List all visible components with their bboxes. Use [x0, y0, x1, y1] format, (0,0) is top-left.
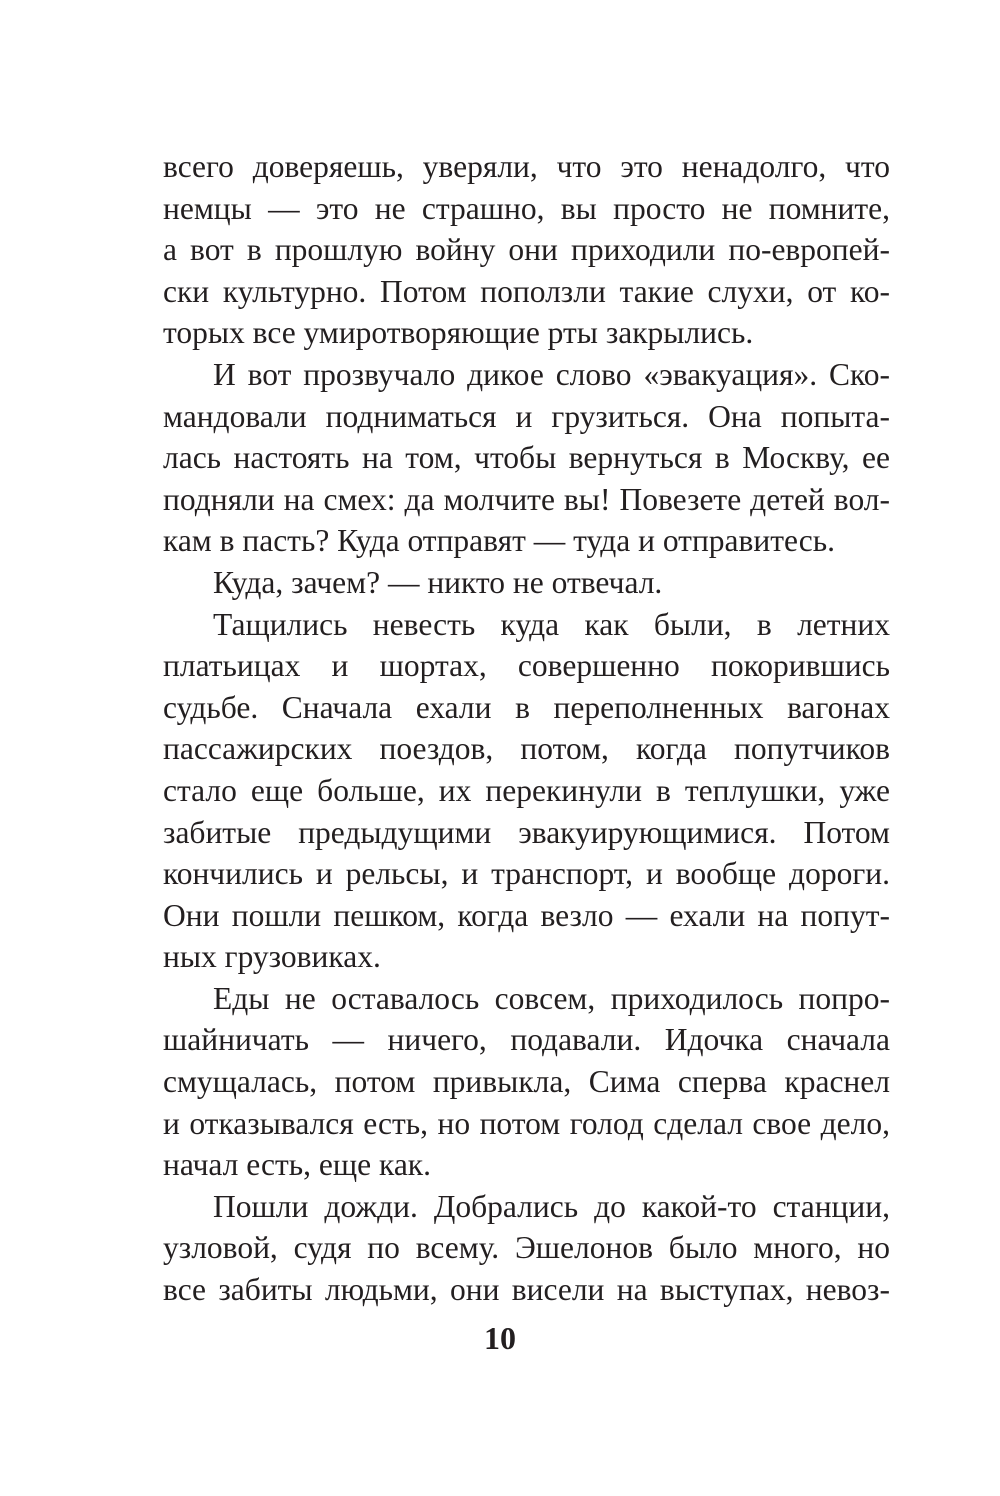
text-line: пассажирских поездов, потом, когда попутчиков: [163, 731, 890, 767]
text-line: подняли на смех: да молчите вы! Повезете детей вол-: [163, 481, 890, 517]
text-line: узловой, судя по всему. Эшелонов было много, но: [163, 1230, 890, 1266]
text-line: И вот прозвучало дикое слово «эвакуация». Ско-: [213, 356, 890, 392]
page-number: 10: [484, 1320, 516, 1356]
text-line: лась настоять на том, чтобы вернуться в Москву, ее: [163, 440, 890, 476]
text-line: Куда, зачем? — никто не отвечал.: [213, 564, 663, 600]
text-line: смущалась, потом привыкла, Сима сперва краснел: [163, 1064, 890, 1100]
text-line: немцы — это не страшно, вы просто не помните,: [163, 190, 890, 226]
text-line: забитые предыдущими эвакуирующимися. Потом: [163, 814, 890, 850]
text-line: мандовали подниматься и грузиться. Она попыта-: [163, 398, 890, 434]
text-line: Они пошли пешком, когда везло — ехали на попут-: [163, 897, 890, 933]
text-line: стало еще больше, их перекинули в теплушки, уже: [163, 772, 890, 808]
text-line: Тащились невесть куда как были, в летних: [213, 606, 890, 642]
body-text: [163, 146, 890, 1311]
text-line: и отказывался есть, но потом голод сделал свое дело,: [163, 1105, 890, 1141]
text-line: кам в пасть? Куда отправят — туда и отправитесь.: [163, 523, 836, 559]
text-line: все забиты людьми, они висели на выступах, невоз-: [163, 1272, 890, 1308]
text-line: платьицах и шортах, совершенно покорившись: [163, 648, 890, 684]
text-line: всего доверяешь, уверяли, что это ненадолго, что: [163, 149, 890, 184]
text-line: Еды не оставалось совсем, приходилось попро-: [213, 980, 890, 1016]
text-line: судьбе. Сначала ехали в переполненных вагонах: [163, 689, 890, 725]
text-line: торых все умиротворяющие рты закрылись.: [163, 315, 754, 351]
text-line: ски культурно. Потом поползли такие слухи, от ко-: [163, 273, 890, 309]
text-line: а вот в прошлую войну они приходили по-европей-: [163, 232, 890, 268]
text-line: Пошли дожди. Добрались до какой-то станции,: [213, 1188, 890, 1224]
text-line: начал есть, еще как.: [163, 1147, 431, 1183]
text-line: кончились и рельсы, и транспорт, и вообще дороги.: [163, 856, 890, 892]
text-line: шайничать — ничего, подавали. Идочка сначала: [163, 1022, 890, 1058]
text-line: ных грузовиках.: [163, 939, 381, 975]
